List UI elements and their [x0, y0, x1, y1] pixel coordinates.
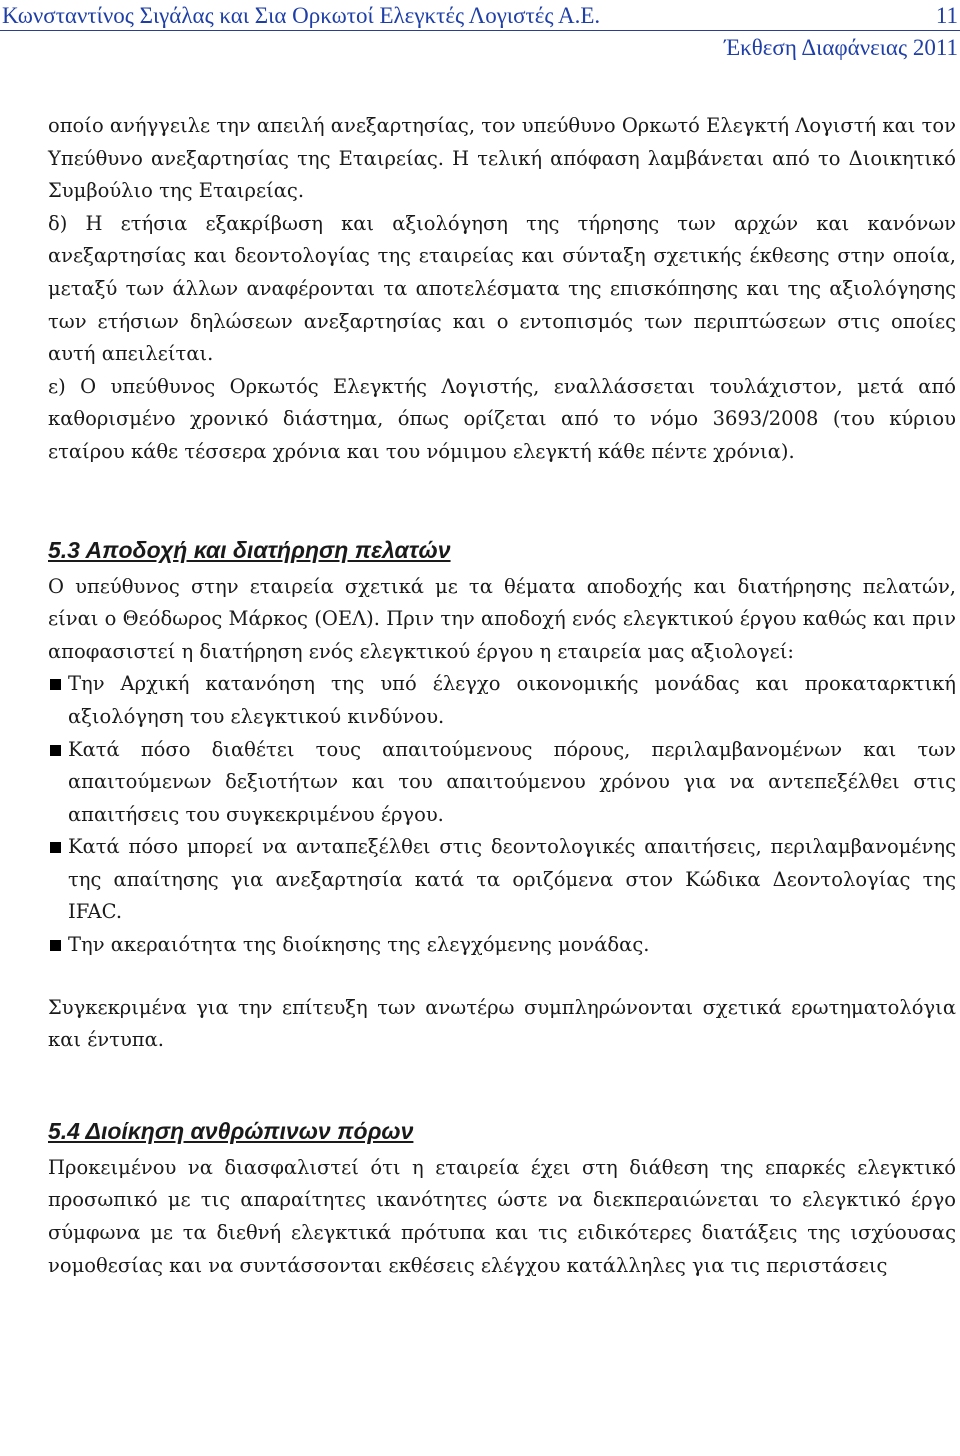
paragraph-item-e: ε) Ο υπεύθυνος Ορκωτός Ελεγκτής Λογιστής, εναλλάσσεται τουλάχιστον, μετά από καθορισμένο χρονικό διάστημα, όπως ορίζεται από το νόμο 3693/2008 (του κύριου εταίρου κάθε τέσσερα χρόνια και του νόμιμου ελεγκτή κάθε πέντε χρόνια).: [48, 374, 956, 463]
page-header: [0, 0, 960, 63]
square-bullet-icon: [50, 842, 61, 853]
bullet-text: Την Αρχική κατανόηση της υπό έλεγχο οικονομικής μονάδας και προκαταρκτική αξιολόγηση του ελεγκτικού κινδύνου.: [68, 672, 956, 728]
spacer: [48, 1057, 956, 1115]
company-title: Κωνσταντίνος Σιγάλας και Σια Ορκωτοί Ελεγκτές Λογιστές Α.Ε.: [2, 3, 601, 28]
paragraph-client-acceptance: Ο υπεύθυνος στην εταιρεία σχετικά με τα θέματα αποδοχής και διατήρησης πελατών, είναι ο Θεόδωρος Μάρκος (ΟΕΛ). Πριν την αποδοχή ενός ελεγκτικού έργου καθώς και πριν αποφασιστεί η διατήρηση ενός ελεγκτικού έργου η εταιρεία μας αξιολογεί:: [48, 574, 956, 663]
square-bullet-icon: [50, 679, 61, 690]
paragraph-human-resources: Προκειμένου να διασφαλιστεί ότι η εταιρεία έχει στη διάθεση της επαρκές ελεγκτικό προσωπικό με τις απαραίτητες ικανότητες ώστε να διεκπεραιώνεται το ελεγκτικό έργο σύμφωνα με τα διεθνή ελεγκτικά πρότυπα και τις ειδικότερες διατάξεις της ισχύουσας νομοθεσίας και να συντάσσονται εκθέσεις ελέγχου κατάλληλες για τις περιστάσεις: [48, 1155, 956, 1277]
spacer: [48, 962, 956, 992]
paragraph-questionnaires: Συγκεκριμένα για την επίτευξη των ανωτέρω συμπληρώνονται σχετικά ερωτηματολόγια και έντυπα.: [48, 995, 956, 1052]
spacer: [48, 469, 956, 534]
bullet-item: [48, 831, 956, 929]
bullet-text: Κατά πόσο διαθέτει τους απαιτούμενους πόρους, περιλαμβανομένων και των απαιτούμενων δεξιοτήτων και του απαιτούμενου χρόνου για να αντεπεξέλθει στις απαιτήσεις του συγκεκριμένου έργου.: [68, 737, 956, 826]
bullet-text: Την ακεραιότητα της διοίκησης της ελεγχόμενης μονάδας.: [68, 933, 650, 957]
page-body: [48, 110, 956, 1282]
report-subtitle: Έκθεση Διαφάνειας 2011: [724, 35, 958, 60]
square-bullet-icon: [50, 745, 61, 756]
page-number: 11: [935, 3, 958, 28]
bullet-text: Κατά πόσο μπορεί να ανταπεξέλθει στις δεοντολογικές απαιτήσεις, περιλαμβανομένης της απαίτησης για ανεξαρτησία κατά τα οριζόμενα στον Κώδικα Δεοντολογίας της IFAC.: [68, 835, 956, 924]
bullet-item: [48, 734, 956, 832]
bullet-item: [48, 929, 956, 962]
header-rule-row: [0, 0, 960, 31]
paragraph-item-d: δ) Η ετήσια εξακρίβωση και αξιολόγηση της τήρησης των αρχών και κανόνων ανεξαρτησίας και δεοντολογίας της εταιρείας και σύνταξη σχετικής έκθεσης στην οποία, μεταξύ των άλλων αναφέρονται τα αποτελέσματα της επισκόπησης και της αξιολόγησης των ετήσιων δηλώσεων ανεξαρτησίας και ο εντοπισμός των περιπτώσεων στις οποίες αυτή απειλείται.: [48, 211, 956, 366]
bullet-item: [48, 668, 956, 733]
paragraph-continuation: οποίο ανήγγειλε την απειλή ανεξαρτησίας, τον υπεύθυνο Ορκωτό Ελεγκτή Λογιστή και τον Υπεύθυνο ανεξαρτησίας της Εταιρείας. Η τελική απόφαση λαμβάνεται από το Διοικητικό Συμβούλιο της Εταιρείας.: [48, 114, 956, 203]
section-heading-5-4: 5.4 Διοίκηση ανθρώπινων πόρων: [48, 1117, 414, 1144]
square-bullet-icon: [50, 940, 61, 951]
section-heading-5-3: 5.3 Αποδοχή και διατήρηση πελατών: [48, 536, 451, 563]
